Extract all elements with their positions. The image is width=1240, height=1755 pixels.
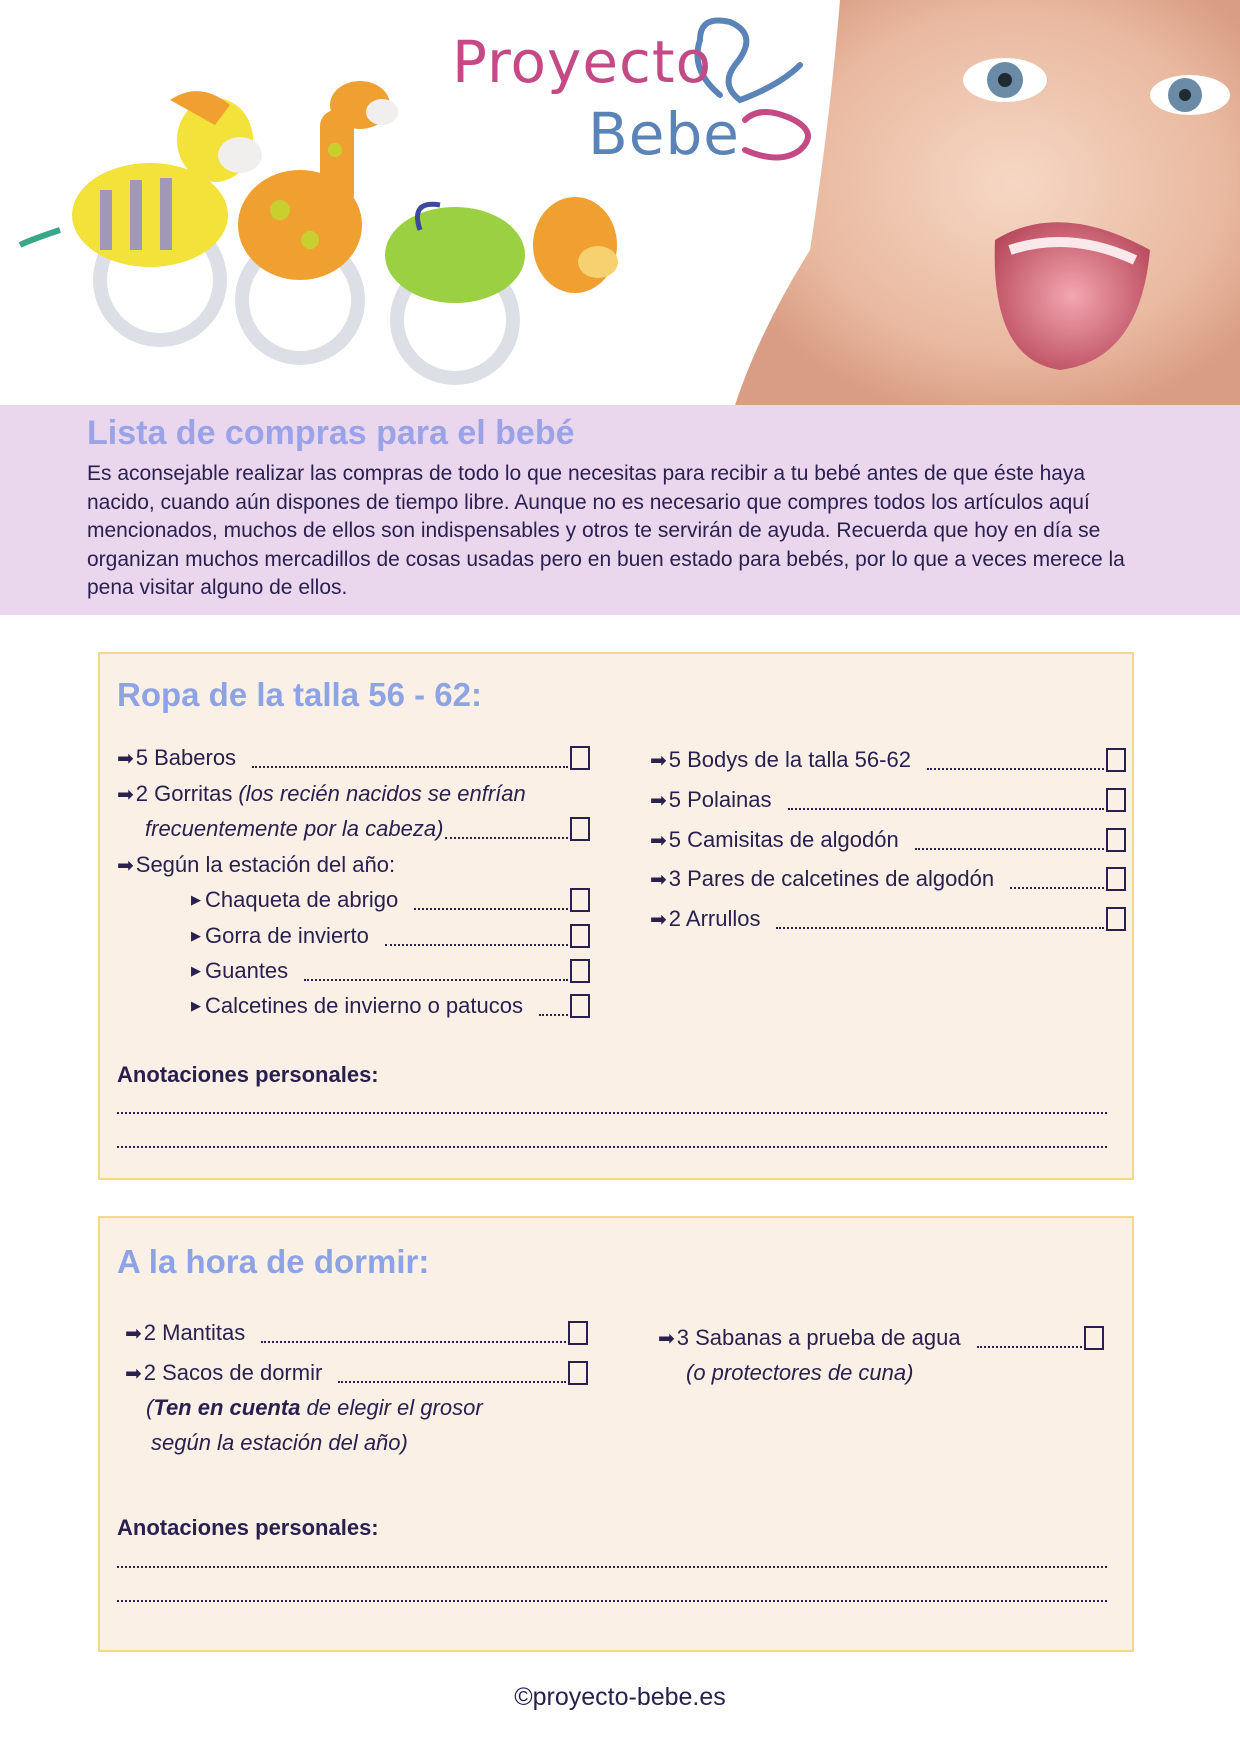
arrow-icon: ➡ bbox=[117, 854, 134, 877]
arrow-icon: ➡ bbox=[117, 747, 134, 770]
checkbox-guantes[interactable] bbox=[570, 959, 590, 983]
list-item-calcetines-algodon: ➡ 3 Pares de calcetines de algodón bbox=[650, 863, 1126, 895]
list-item-bodys: ➡ 5 Bodys de la talla 56-62 bbox=[650, 744, 1126, 776]
section-title-dormir: A la hora de dormir: bbox=[117, 1243, 430, 1280]
arrow-icon: ➡ bbox=[650, 749, 667, 772]
notes-line[interactable] bbox=[117, 1552, 1107, 1568]
baby-photo bbox=[735, 0, 1240, 405]
checkbox-sabanas[interactable] bbox=[1084, 1326, 1104, 1350]
logo-text-proyecto: Proyecto bbox=[452, 28, 713, 96]
arrow-icon: ➡ bbox=[650, 789, 667, 812]
list-item-guantes: ▶ Guantes bbox=[191, 955, 590, 987]
sabanas-note: (o protectores de cuna) bbox=[686, 1360, 914, 1385]
sacos-note-line2: según la estación del año) bbox=[151, 1430, 408, 1455]
notes-line[interactable] bbox=[117, 1098, 1107, 1114]
sacos-note: ( Ten en cuenta de elegir el grosor bbox=[146, 1395, 483, 1420]
bullet-triangle-icon: ▶ bbox=[191, 892, 201, 907]
arrow-icon: ➡ bbox=[658, 1327, 675, 1350]
list-item-gorritas: ➡ 2 Gorritas (los recién nacidos se enfrían bbox=[117, 781, 526, 806]
arrow-icon: ➡ bbox=[650, 908, 667, 931]
checkbox-sacos[interactable] bbox=[568, 1361, 588, 1385]
notes-label-ropa: Anotaciones personales: bbox=[117, 1062, 379, 1087]
list-item-mantitas: ➡ 2 Mantitas bbox=[125, 1317, 588, 1349]
bullet-triangle-icon: ▶ bbox=[191, 963, 201, 978]
footer-copyright: ©proyecto-bebe.es bbox=[514, 1683, 726, 1711]
list-item-arrullos: ➡ 2 Arrullos bbox=[650, 903, 1126, 935]
list-item-sacos: ➡ 2 Sacos de dormir bbox=[125, 1357, 588, 1389]
checkbox-arrullos[interactable] bbox=[1106, 907, 1126, 931]
list-item-calcetines-invierno: ▶ Calcetines de invierno o patucos bbox=[191, 990, 590, 1022]
checkbox-chaqueta[interactable] bbox=[570, 888, 590, 912]
list-item-baberos: ➡ 5 Baberos bbox=[117, 742, 590, 774]
page-title: Lista de compras para el bebé bbox=[87, 414, 575, 452]
logo-text-bebe: Bebe bbox=[588, 100, 740, 168]
arrow-icon: ➡ bbox=[650, 829, 667, 852]
list-item-estacion: ➡ Según la estación del año: bbox=[117, 852, 396, 877]
arrow-icon: ➡ bbox=[117, 783, 134, 806]
list-item-camisitas: ➡ 5 Camisitas de algodón bbox=[650, 824, 1126, 856]
section-title-ropa: Ropa de la talla 56 - 62: bbox=[117, 676, 482, 713]
checkbox-baberos[interactable] bbox=[570, 746, 590, 770]
checkbox-mantitas[interactable] bbox=[568, 1321, 588, 1345]
checkbox-gorra[interactable] bbox=[570, 924, 590, 948]
list-item-chaqueta: ▶ Chaqueta de abrigo bbox=[191, 884, 590, 916]
bullet-triangle-icon: ▶ bbox=[191, 998, 201, 1013]
notes-line[interactable] bbox=[117, 1132, 1107, 1148]
intro-paragraph: Es aconsejable realizar las compras de todo lo que necesitas para recibir a tu bebé antes de que éste haya nacido, cuando aún dispones de tiempo libre. Aunque no es necesario que compres todos los artículos aquí mencionados, muchos de ellos son indispensables y otros te servirán de ayuda. Recuerda que hoy en día se organizan muchos mercadillos de cosas usadas pero en buen estado para bebés, por lo que a veces merece la pena visitar alguno de ellos. bbox=[87, 462, 1125, 600]
checkbox-camisitas[interactable] bbox=[1106, 828, 1126, 852]
list-item-gorra-invierno: ▶ Gorra de invierto bbox=[191, 920, 590, 952]
list-item-sabanas: ➡ 3 Sabanas a prueba de agua bbox=[658, 1322, 1104, 1354]
notes-label-dormir: Anotaciones personales: bbox=[117, 1515, 379, 1540]
list-item-polainas: ➡ 5 Polainas bbox=[650, 784, 1126, 816]
bullet-triangle-icon: ▶ bbox=[191, 928, 201, 943]
checkbox-bodys[interactable] bbox=[1106, 748, 1126, 772]
checkbox-calcetines-invierno[interactable] bbox=[570, 994, 590, 1018]
checkbox-calcetines-algodon[interactable] bbox=[1106, 867, 1126, 891]
arrow-icon: ➡ bbox=[125, 1322, 142, 1345]
toy-zebra-icon bbox=[20, 91, 262, 340]
toy-lion-icon bbox=[385, 197, 618, 378]
header-banner bbox=[0, 0, 1240, 405]
checkbox-polainas[interactable] bbox=[1106, 788, 1126, 812]
arrow-icon: ➡ bbox=[650, 868, 667, 891]
checkbox-gorritas[interactable] bbox=[570, 817, 590, 841]
notes-line[interactable] bbox=[117, 1586, 1107, 1602]
list-item-gorritas-note: frecuentemente por la cabeza) bbox=[145, 813, 590, 845]
arrow-icon: ➡ bbox=[125, 1362, 142, 1385]
toy-giraffe-icon bbox=[238, 81, 398, 358]
